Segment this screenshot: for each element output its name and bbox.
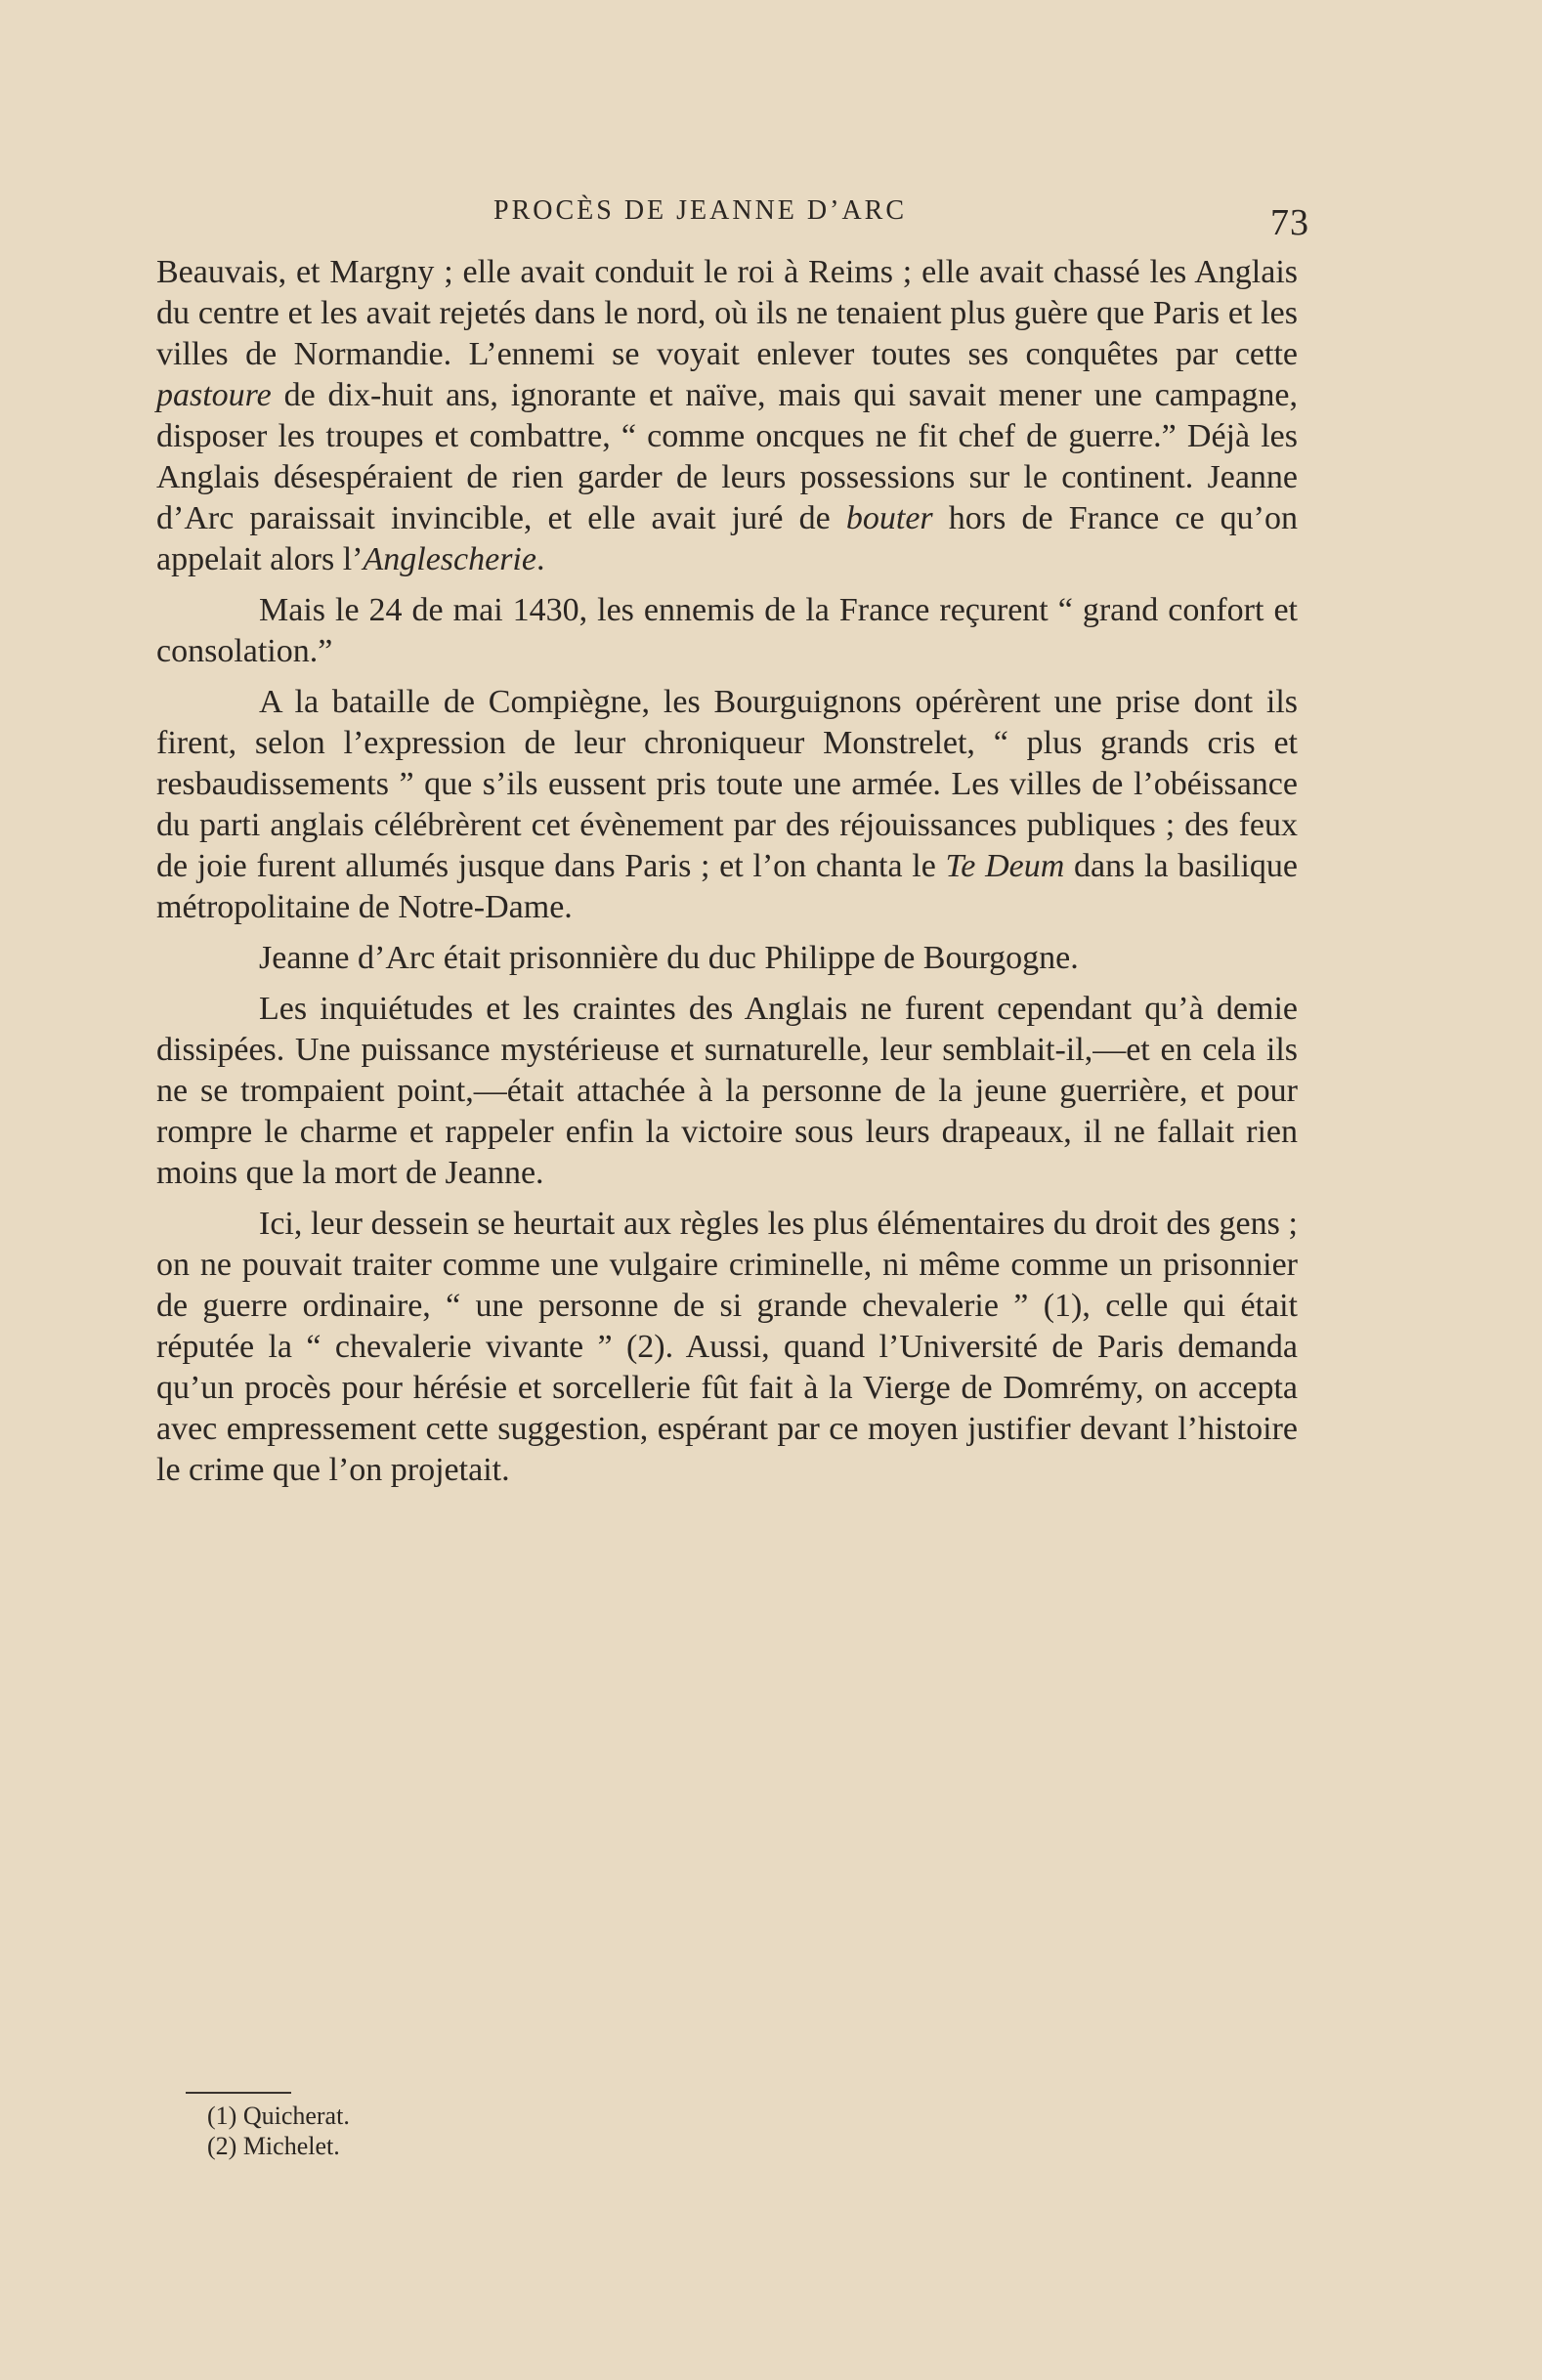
paragraph-3-text-c: dans la basilique métropolitaine de Notre-Dame. [156,848,1298,925]
paragraph-1-text-a: Beauvais, et Margny ; elle avait conduit le roi à Reims ; elle avait chassé les Anglais du centre et les avait rejetés dans le nord, où ils ne tenaient plus guère que Paris et les villes de Normandie. L’ennemi se voyait enlever toutes ses conquêtes par cette [156,254,1298,372]
page-header [156,191,1329,250]
footnote-2: (2) Michelet. [207,2132,340,2160]
paragraph-6: Ici, leur dessein se heurtait aux règles les plus élémentaires du droit des gens ; on ne pouvait traiter comme une vulgaire criminelle, ni même comme un prisonnier de guerre ordinaire, “ une personne de si grande chevalerie ” (1), celle qui était réputée la “ chevalerie vivante ” (2). Aussi, quand l’Université de Paris demanda qu’un procès pour hérésie et sorcellerie fût fait à la Vierge de Domrémy, on accepta avec empressement cette suggestion, espérant par ce moyen justifier devant l’histoire le crime que l’on projetait. [156,1206,1298,1488]
body-text [156,252,1298,1491]
paragraph-1-text-g: . [535,541,545,577]
paragraph-3 [156,682,1298,928]
paragraph-4: Jeanne d’Arc était prisonnière du duc Philippe de Bourgogne. [259,940,1079,976]
paragraph-2: Mais le 24 de mai 1430, les ennemis de la France reçurent “ grand confort et consolation.” [156,592,1298,669]
italic-te-deum: Te Deum [945,848,1065,884]
paragraph-1 [156,252,1298,580]
paragraph-5: Les inquiétudes et les craintes des Anglais ne furent cependant qu’à demie dissipées. Une puissance mystérieuse et surnaturelle, leur semblait-il,—et en cela ils ne se trompaient point,—était attachée à la personne de la jeune guerrière, et pour rompre le charme et rappeler enfin la victoire sous leurs drapeaux, il ne fallait rien moins que la mort de Jeanne. [156,991,1298,1191]
italic-bouter: bouter [845,500,933,536]
italic-pastoure: pastoure [156,377,272,413]
paragraph-1-text-e: hors de France ce qu’on appelait alors l’ [156,500,1298,577]
running-head: PROCÈS DE JEANNE D’ARC [493,195,908,226]
footnote-rule [186,2092,291,2094]
footnotes [207,2101,793,2161]
footnote-1: (1) Quicherat. [207,2102,350,2130]
paragraph-1-text-c: de dix-huit ans, ignorante et naïve, mais qui savait mener une campagne, disposer les troupes et combattre, “ comme oncques ne fit chef de guerre.” Déjà les Anglais désespéraient de rien garder de leurs possessions sur le continent. Jeanne d’Arc paraissait invincible, et elle avait juré de [156,377,1298,536]
italic-anglescherie: Anglescherie [363,541,536,577]
page-number: 73 [1270,202,1309,243]
paragraph-3-text-a: A la bataille de Compiègne, les Bourguignons opérèrent une prise dont ils firent, selon l’expression de leur chroniqueur Monstrelet, “ plus grands cris et resbaudissements ” que s’ils eussent pris toute une armée. Les villes de l’obéissance du parti anglais célébrèrent cet évènement par des réjouissances publiques ; des feux de joie furent allumés jusque dans Paris ; et l’on chanta le [156,684,1298,884]
